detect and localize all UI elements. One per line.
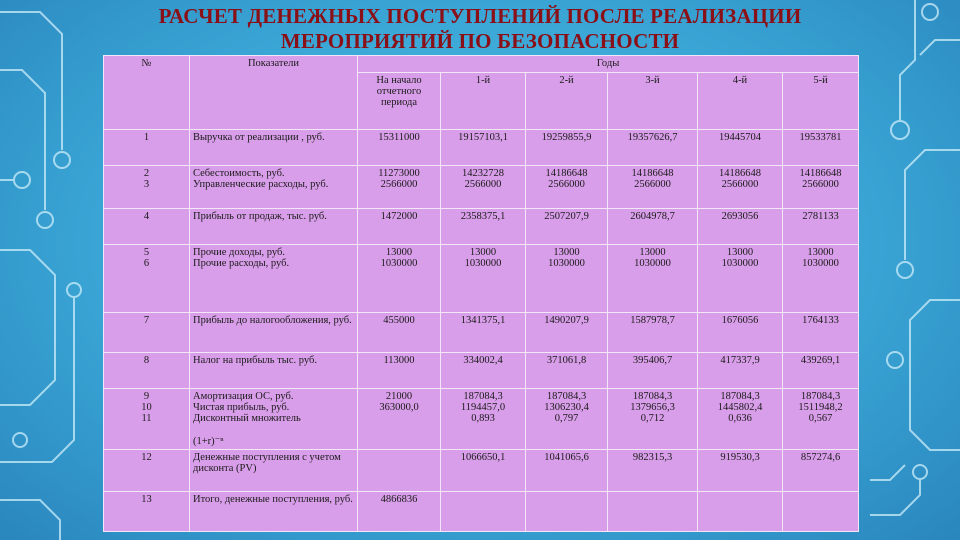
value-cell: 15311000	[358, 130, 441, 166]
row-number: 7	[104, 313, 190, 353]
row-number: 8	[104, 353, 190, 389]
header-year-1: 1-й	[441, 73, 526, 130]
value-cell: 19357626,7	[608, 130, 698, 166]
table-row	[104, 389, 859, 450]
value-cell: 2507207,9	[526, 209, 608, 245]
table-row	[104, 209, 859, 245]
table-row	[104, 450, 859, 492]
value-cell	[526, 492, 608, 532]
header-year-start: На начало отчетного периода	[358, 73, 441, 130]
row-number: 5 6	[104, 245, 190, 313]
row-number: 9 10 11	[104, 389, 190, 450]
table-row	[104, 492, 859, 532]
row-indicator: Налог на прибыль тыс. руб.	[190, 353, 358, 389]
header-year-4: 4-й	[698, 73, 783, 130]
value-cell: 13000 1030000	[358, 245, 441, 313]
row-number: 13	[104, 492, 190, 532]
table-row	[104, 245, 859, 313]
value-cell: 187084,3 1379656,3 0,712	[608, 389, 698, 450]
value-cell: 13000 1030000	[441, 245, 526, 313]
row-indicator: Прибыль от продаж, тыс. руб.	[190, 209, 358, 245]
value-cell: 14186648 2566000	[698, 166, 783, 209]
row-number: 2 3	[104, 166, 190, 209]
value-cell: 19445704	[698, 130, 783, 166]
value-cell: 19533781	[783, 130, 859, 166]
value-cell: 857274,6	[783, 450, 859, 492]
page-title	[60, 4, 900, 54]
header-years: Годы	[358, 56, 859, 73]
row-indicator: Амортизация ОС, руб. Чистая прибыль, руб. Дисконтный множитель (1+r)⁻ⁿ	[190, 389, 358, 450]
row-indicator: Итого, денежные поступления, руб.	[190, 492, 358, 532]
value-cell	[783, 492, 859, 532]
value-cell: 417337,9	[698, 353, 783, 389]
value-cell: 13000 1030000	[783, 245, 859, 313]
title-line-2: МЕРОПРИЯТИЙ ПО БЕЗОПАСНОСТИ	[280, 29, 680, 53]
value-cell: 1676056	[698, 313, 783, 353]
value-cell: 2693056	[698, 209, 783, 245]
value-cell: 14186648 2566000	[783, 166, 859, 209]
value-cell: 21000 363000,0	[358, 389, 441, 450]
table-row	[104, 166, 859, 209]
value-cell: 4866836	[358, 492, 441, 532]
row-indicator: Денежные поступления с учетом дисконта (PV)	[190, 450, 358, 492]
value-cell	[441, 492, 526, 532]
header-no: №	[104, 56, 190, 130]
value-cell: 13000 1030000	[698, 245, 783, 313]
header-year-3: 3-й	[608, 73, 698, 130]
value-cell: 11273000 2566000	[358, 166, 441, 209]
value-cell: 334002,4	[441, 353, 526, 389]
row-indicator: Выручка от реализации , руб.	[190, 130, 358, 166]
value-cell: 2358375,1	[441, 209, 526, 245]
value-cell	[698, 492, 783, 532]
row-indicator: Прибыль до налогообложения, руб.	[190, 313, 358, 353]
header-year-5: 5-й	[783, 73, 859, 130]
value-cell: 439269,1	[783, 353, 859, 389]
value-cell: 395406,7	[608, 353, 698, 389]
value-cell: 1490207,9	[526, 313, 608, 353]
value-cell: 1341375,1	[441, 313, 526, 353]
table-row	[104, 313, 859, 353]
value-cell: 13000 1030000	[526, 245, 608, 313]
value-cell	[358, 450, 441, 492]
value-cell: 371061,8	[526, 353, 608, 389]
title-line-1: РАСЧЕТ ДЕНЕЖНЫХ ПОСТУПЛЕНИЙ ПОСЛЕ РЕАЛИЗАЦИИ	[158, 4, 802, 28]
value-cell: 1041065,6	[526, 450, 608, 492]
value-cell: 14232728 2566000	[441, 166, 526, 209]
value-cell: 19157103,1	[441, 130, 526, 166]
row-number: 4	[104, 209, 190, 245]
value-cell: 187084,3 1511948,2 0,567	[783, 389, 859, 450]
header-indicators: Показатели	[190, 56, 358, 130]
header-year-2: 2-й	[526, 73, 608, 130]
value-cell: 14186648 2566000	[526, 166, 608, 209]
value-cell: 1764133	[783, 313, 859, 353]
value-cell: 919530,3	[698, 450, 783, 492]
value-cell: 455000	[358, 313, 441, 353]
row-indicator: Прочие доходы, руб. Прочие расходы, руб.	[190, 245, 358, 313]
value-cell: 19259855,9	[526, 130, 608, 166]
value-cell: 13000 1030000	[608, 245, 698, 313]
value-cell: 113000	[358, 353, 441, 389]
value-cell: 2604978,7	[608, 209, 698, 245]
header-row-1	[104, 56, 859, 73]
cash-flow-table	[103, 55, 859, 532]
value-cell: 14186648 2566000	[608, 166, 698, 209]
value-cell: 187084,3 1445802,4 0,636	[698, 389, 783, 450]
table-row	[104, 353, 859, 389]
value-cell: 2781133	[783, 209, 859, 245]
table-row	[104, 130, 859, 166]
value-cell: 1472000	[358, 209, 441, 245]
value-cell: 187084,3 1306230,4 0,797	[526, 389, 608, 450]
value-cell: 1587978,7	[608, 313, 698, 353]
value-cell	[608, 492, 698, 532]
row-number: 12	[104, 450, 190, 492]
value-cell: 187084,3 1194457,0 0,893	[441, 389, 526, 450]
row-indicator: Себестоимость, руб. Управленческие расходы, руб.	[190, 166, 358, 209]
value-cell: 982315,3	[608, 450, 698, 492]
value-cell: 1066650,1	[441, 450, 526, 492]
row-number: 1	[104, 130, 190, 166]
